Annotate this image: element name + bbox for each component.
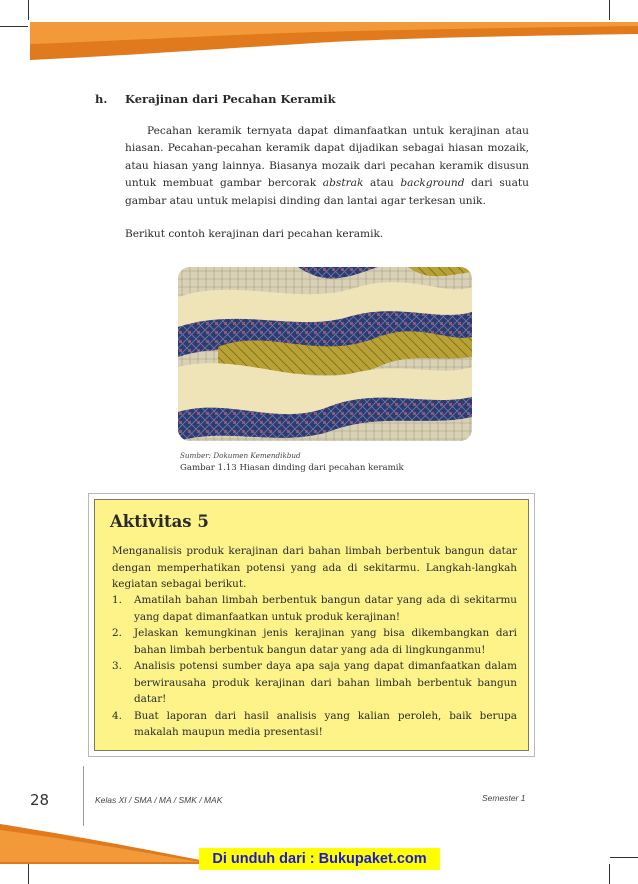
header-decoration bbox=[0, 0, 638, 70]
semester-label: Semester 1 bbox=[482, 793, 526, 803]
footer-divider bbox=[83, 766, 84, 826]
list-item: 1. Amatilah bahan limbah berbentuk bangun datar yang ada di sekitarmu yang dapat dimanfaatkan untuk produk kerajinan! bbox=[112, 594, 517, 623]
activity-steps bbox=[112, 592, 517, 741]
activity-title: Aktivitas 5 bbox=[110, 512, 209, 531]
book-label: Kelas XI / SMA / MA / SMK / MAK bbox=[95, 795, 223, 805]
footer-decoration bbox=[0, 800, 210, 884]
page-number: 28 bbox=[30, 791, 50, 809]
figure-caption: Gambar 1.13 Hiasan dinding dari pecahan keramik bbox=[180, 463, 404, 473]
download-link[interactable]: Di unduh dari : Bukupaket.com bbox=[199, 848, 440, 870]
section-heading bbox=[95, 92, 336, 106]
list-item: 2. Jelaskan kemungkinan jenis kerajinan yang bisa dikembangkan dari bahan limbah berbentuk bangun datar yang ada di lingkunganmu! bbox=[112, 627, 517, 656]
section-letter: h. bbox=[95, 92, 108, 106]
intro-to-example: Berikut contoh kerajinan dari pecahan keramik. bbox=[125, 228, 384, 240]
section-title: Kerajinan dari Pecahan Keramik bbox=[125, 92, 336, 106]
body-paragraph: Pecahan keramik ternyata dapat dimanfaatkan untuk kerajinan atau hiasan. Pecahan-pecahan keramik dapat dijadikan sebagai hiasan mozaik, atau hiasan yang lainnya. Biasanya mozaik dari pecahan keramik disusun untuk membuat gambar bercorak abstrak atau background dari suatu gambar atau untuk melapisi dinding dan lantai agar terkesan unik. bbox=[125, 125, 529, 207]
list-item: 4. Buat laporan dari hasil analisis yang kalian peroleh, baik berupa makalah maupun media presentasi! bbox=[112, 709, 517, 738]
mosaic-photo bbox=[178, 267, 472, 441]
list-item: 3. Analisis potensi sumber daya apa saja yang dapat dimanfaatkan dalam berwirausaha produk kerajinan dari bahan limbah berbentuk bangun datar! bbox=[112, 660, 517, 705]
crop-mark bbox=[609, 864, 610, 884]
term-background: background bbox=[400, 177, 465, 190]
crop-mark bbox=[610, 857, 638, 858]
term-abstrak: abstrak bbox=[322, 177, 364, 190]
figure-source: Sumber: Dokumen Kemendikbud bbox=[180, 451, 301, 460]
activity-intro: Menganalisis produk kerajinan dari bahan limbah berbentuk bangun datar dengan memperhatikan potensi yang ada di sekitarmu. Langkah-langkah kegiatan sebagai berikut. bbox=[112, 545, 517, 590]
